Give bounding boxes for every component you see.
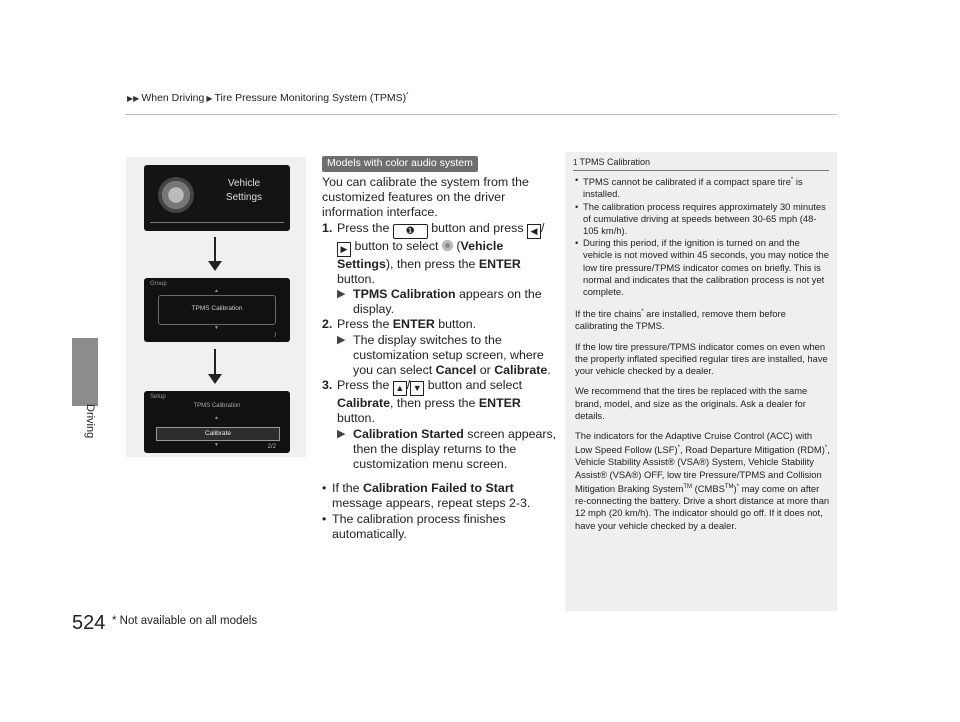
note-text: The calibration process requires approximately 30 minutes of cumulative driving at speeds between 30-65 mph (48-105 km/h). — [583, 200, 826, 236]
step-text: button. — [337, 411, 375, 426]
screen-group-label: Group — [150, 281, 167, 287]
caret-down-icon: ▼ — [214, 325, 219, 331]
note-bullet — [575, 201, 831, 238]
result-bold: TPMS Calibration — [353, 287, 456, 302]
breadcrumb — [125, 92, 408, 104]
step-text: Press the — [337, 378, 393, 393]
note-text: If the tire chains — [575, 308, 642, 320]
result-text: screen appears, then the display returns to the customization menu screen. — [353, 426, 557, 472]
note-rule — [573, 170, 829, 171]
screen-setup-label: Setup — [150, 394, 166, 400]
screen-page-indicator: 2/2 — [267, 444, 276, 450]
caret-up-icon: ▲ — [214, 415, 219, 421]
step-1-result — [337, 287, 558, 317]
result-arrow-icon: ▶ — [337, 427, 346, 440]
step-3-result — [337, 427, 558, 473]
display-illustration — [126, 157, 306, 457]
step-number: 1. — [322, 220, 333, 235]
header-rule — [125, 114, 837, 115]
screen-title-line1: Vehicle — [227, 178, 261, 189]
trademark-mark: TM — [724, 483, 734, 490]
breadcrumb-topic[interactable]: Tire Pressure Monitoring System (TPMS) — [214, 92, 407, 104]
key-separator: / — [406, 378, 411, 393]
step-text: button. — [434, 317, 477, 332]
model-tag: Models with color audio system — [322, 156, 478, 172]
step-text: Press the — [337, 317, 393, 332]
result-bold: Calibrate — [494, 363, 548, 378]
note-bullet — [575, 174, 831, 201]
note-panel — [565, 152, 837, 611]
result-bold: Calibration Started — [353, 426, 464, 441]
bullet-dot: • — [575, 237, 579, 249]
step-number: 2. — [322, 317, 333, 332]
screen-tpms-group — [144, 278, 290, 342]
note-paragraph — [575, 306, 831, 333]
step-3 — [322, 378, 558, 472]
info-button-icon: ❶ — [393, 224, 428, 239]
trademark-mark: TM — [683, 483, 693, 490]
page-number: 524 — [72, 612, 106, 634]
result-text: appears on the display. — [353, 287, 542, 317]
bullet-dot: • — [322, 481, 327, 496]
screen-sub-label: TPMS Calibration — [193, 403, 241, 409]
caret-down-icon: ▼ — [214, 442, 219, 448]
result-arrow-icon: ▶ — [337, 288, 346, 301]
note-text: , Road Departure Mitigation (RDM) — [680, 444, 825, 456]
note-text: ) — [733, 482, 737, 494]
left-arrow-key-icon: ◀ — [527, 224, 541, 239]
step-text: button and press — [427, 220, 527, 235]
step-bold: ENTER — [392, 317, 435, 332]
up-arrow-key-icon: ▲ — [393, 381, 407, 396]
step-bold: Calibrate — [337, 396, 391, 411]
asterisk-mark: * — [824, 445, 828, 452]
note-heading — [573, 157, 650, 167]
intro-text: You can calibrate the system from the customized features on the driver information interface. — [322, 175, 529, 220]
right-arrow-key-icon: ▶ — [337, 242, 351, 257]
bullet-item — [322, 512, 558, 542]
note-paragraph: We recommend that the tires be replaced with the same brand, model, and size as the originals. Ask a dealer for details. — [575, 385, 808, 421]
note-text: (CMBS — [692, 482, 725, 494]
note-text: During this period, if the ignition is turned on and the vehicle is not moved within 45 seconds, you may notice the low tire pressure/TPMS indicator comes on briefly. This is normal and indicates that the calibration process is not yet complete. — [583, 237, 829, 297]
bullet-bold: Calibration Failed to Start — [363, 481, 514, 496]
gear-icon — [158, 177, 194, 213]
bullet-dot: • — [575, 174, 579, 185]
note-text: may come on after re-connecting the battery. Drive a short distance at more than 12 mph (20 km/h). The indicator should go off. If it does not, have your vehicle checked by a dealer. — [575, 482, 830, 531]
bullet-text: If the — [332, 481, 363, 496]
screen-calibrate — [144, 391, 290, 453]
step-text: , then press the — [390, 396, 479, 411]
note-text: , Vehicle Stability Assist® (VSA®) System, Vehicle Stability Assist® (VSA®) OFF, low tire Pressure/TPMS and Collision Mitigation Braking System — [575, 444, 830, 494]
footnote: * Not available on all models — [112, 615, 258, 627]
step-bold: Vehicle Settings — [337, 238, 504, 271]
arrow-down-icon — [214, 349, 216, 382]
step-text: button to select — [354, 238, 442, 253]
note-bullet — [575, 237, 831, 298]
step-number: 3. — [322, 378, 333, 393]
step-1 — [322, 221, 558, 318]
note-text: The indicators for the Adaptive Cruise Control (ACC) with Low Speed Follow (LSF) — [575, 429, 813, 456]
step-bold: ENTER — [478, 396, 521, 411]
screen-vehicle-settings — [144, 165, 290, 231]
screen-calibrate-item: Calibrate — [156, 427, 280, 441]
caret-up-icon: ▲ — [214, 288, 219, 294]
arrow-down-icon — [214, 237, 216, 269]
bullet-item — [322, 481, 558, 511]
bullet-dot: • — [322, 511, 327, 526]
note-text: TPMS cannot be calibrated if a compact spare tire — [583, 176, 791, 188]
breadcrumb-section[interactable]: When Driving — [141, 92, 205, 104]
note-body — [575, 174, 831, 532]
step-text: ), then press the — [385, 256, 479, 271]
note-text: are installed, remove them before calibrating the TPMS. — [575, 308, 786, 332]
screen-divider — [150, 222, 284, 223]
asterisk-mark: * — [641, 309, 644, 316]
note-ref-number: 1 — [573, 158, 578, 167]
step-bold: ENTER — [478, 256, 521, 271]
gear-icon — [442, 240, 453, 251]
step-text: ( — [452, 238, 461, 253]
bullet-text: The calibration process finishes automatically. — [332, 511, 506, 541]
step-2-result — [337, 333, 558, 379]
screen-page-indicator: / — [274, 333, 276, 339]
chapter-label: Driving — [84, 404, 96, 439]
main-instructions — [322, 155, 558, 542]
triangle-right-icon: ▶ — [206, 94, 213, 103]
screen-title — [206, 177, 282, 205]
asterisk-mark: * — [406, 92, 409, 99]
key-separator: / — [540, 220, 545, 235]
note-text: is installed. — [583, 176, 803, 200]
triangle-right-icon: ▶▶ — [127, 94, 140, 103]
result-text: or — [476, 363, 495, 378]
result-arrow-icon: ▶ — [337, 333, 346, 346]
screen-item-label: TPMS Calibration — [191, 305, 243, 312]
result-text: . — [547, 363, 551, 378]
asterisk-mark: * — [790, 177, 794, 183]
screen-title-line2: Settings — [225, 192, 263, 203]
step-2 — [322, 317, 558, 378]
asterisk-mark: * — [736, 483, 740, 490]
note-paragraph — [575, 430, 831, 532]
note-title: TPMS Calibration — [579, 157, 650, 167]
note-paragraph: If the low tire pressure/TPMS indicator comes on even when the properly inflated specified regular tires are installed, have your vehicle checked by a dealer. — [575, 340, 828, 377]
down-arrow-key-icon: ▼ — [410, 381, 424, 396]
result-bold: Cancel — [435, 363, 477, 378]
result-text: The display switches to the customization setup screen, where you can select — [353, 332, 544, 378]
bullet-text: message appears, repeat steps 2-3. — [332, 496, 531, 511]
step-text: button and select — [424, 378, 523, 393]
screen-item-box — [158, 295, 276, 325]
step-text: button. — [337, 271, 375, 286]
chapter-tab — [72, 338, 98, 406]
step-text: Press the — [337, 220, 393, 235]
bullet-dot: • — [575, 200, 579, 212]
asterisk-mark: * — [677, 445, 680, 452]
